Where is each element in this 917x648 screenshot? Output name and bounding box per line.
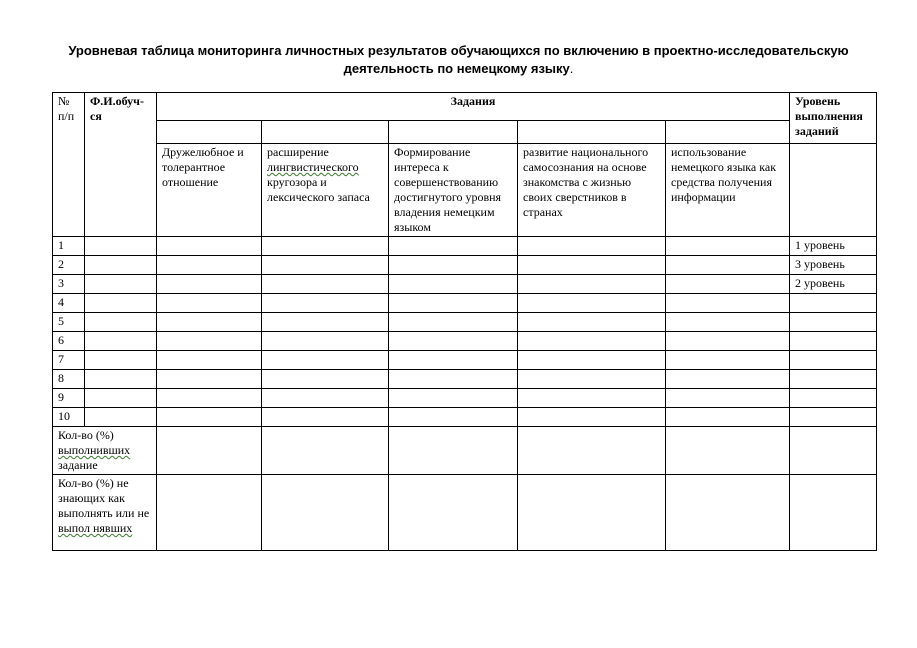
row-number: 4 [53, 294, 85, 313]
task-5-header: использование немецкого языка как средства получения информации [666, 144, 790, 237]
task-4-cell [518, 475, 666, 551]
tasks-header: Задания [157, 93, 790, 121]
level-cell [790, 475, 877, 551]
task-1-cell [157, 475, 262, 551]
task-3-cell [389, 427, 518, 475]
table-row [53, 389, 877, 408]
task-2-cell [262, 408, 389, 427]
task-2-cell [262, 256, 389, 275]
table-row [53, 370, 877, 389]
task-4-header: развитие национального самосознания на основе знакомства с жизнью своих сверстников в странах [518, 144, 666, 237]
task-4-cell [518, 332, 666, 351]
summary-completed-row [53, 427, 877, 475]
task-3-cell [389, 370, 518, 389]
table-row [53, 313, 877, 332]
level-cell: 2 уровень [790, 275, 877, 294]
task-1-cell [157, 389, 262, 408]
task-3-cell [389, 237, 518, 256]
level-cell [790, 294, 877, 313]
task-3-cell [389, 389, 518, 408]
task-1-header: Дружелюбное и толерантное отношение [157, 144, 262, 237]
task-1-cell [157, 427, 262, 475]
task-4-cell [518, 370, 666, 389]
task-5-cell [666, 475, 790, 551]
task-5-cell [666, 313, 790, 332]
student-name-cell [85, 408, 157, 427]
title-line-1: Уровневая таблица мониторинга личностных результатов обучающихся по включению в проектно-исследовательскую [68, 43, 849, 58]
task-4-cell [518, 275, 666, 294]
task-4-cell [518, 427, 666, 475]
number-header: № п/п [53, 93, 85, 237]
task-5-cell [666, 370, 790, 389]
task-2-cell [262, 475, 389, 551]
task-3-cell [389, 275, 518, 294]
task-2-header: расширение лингвистического кругозора и лексического запаса [262, 144, 389, 237]
student-name-cell [85, 294, 157, 313]
task-spacer-cell [262, 121, 389, 144]
task-5-cell [666, 275, 790, 294]
table-row [53, 237, 877, 256]
student-name-header: Ф.И.обуч-ся [85, 93, 157, 237]
task-3-header: Формирование интереса к совершенствованию достигнутого уровня владения немецким языком [389, 144, 518, 237]
summary-not-completed-row [53, 475, 877, 551]
table-row [53, 332, 877, 351]
task-4-cell [518, 313, 666, 332]
task-1-cell [157, 313, 262, 332]
task-2-cell [262, 389, 389, 408]
task-4-cell [518, 351, 666, 370]
task-1-cell [157, 275, 262, 294]
row-number: 7 [53, 351, 85, 370]
table-row [53, 294, 877, 313]
task-2-cell [262, 370, 389, 389]
row-number: 2 [53, 256, 85, 275]
table-row [53, 256, 877, 275]
student-name-cell [85, 237, 157, 256]
row-number: 3 [53, 275, 85, 294]
task-4-cell [518, 256, 666, 275]
row-number: 6 [53, 332, 85, 351]
task-2-cell [262, 313, 389, 332]
task-3-cell [389, 475, 518, 551]
monitoring-table [52, 92, 877, 551]
student-name-cell [85, 256, 157, 275]
task-5-cell [666, 256, 790, 275]
student-name-cell [85, 351, 157, 370]
task-1-cell [157, 256, 262, 275]
task-2-cell [262, 237, 389, 256]
row-number: 10 [53, 408, 85, 427]
student-name-cell [85, 389, 157, 408]
level-cell [790, 427, 877, 475]
task-5-cell [666, 427, 790, 475]
task-3-cell [389, 332, 518, 351]
table-row [53, 408, 877, 427]
task-spacer-cell [389, 121, 518, 144]
task-1-cell [157, 370, 262, 389]
level-cell: 3 уровень [790, 256, 877, 275]
table-row [53, 351, 877, 370]
title-line-2: деятельность по немецкому языку. [343, 61, 574, 76]
task-spacer-cell [518, 121, 666, 144]
page-title [40, 42, 877, 78]
task-3-cell [389, 408, 518, 427]
task-1-cell [157, 294, 262, 313]
task-5-cell [666, 294, 790, 313]
task-2-cell [262, 427, 389, 475]
task-1-cell [157, 237, 262, 256]
task-4-cell [518, 408, 666, 427]
task-3-cell [389, 256, 518, 275]
task-1-cell [157, 332, 262, 351]
task-2-cell [262, 275, 389, 294]
task-1-cell [157, 408, 262, 427]
summary-not-completed-row-label: Кол-во (%) не знающих как выполнять или не выпол нявших [53, 475, 157, 551]
task-spacer-cell [157, 121, 262, 144]
task-5-cell [666, 351, 790, 370]
level-cell [790, 332, 877, 351]
task-1-cell [157, 351, 262, 370]
task-5-cell [666, 408, 790, 427]
level-cell [790, 370, 877, 389]
task-4-cell [518, 389, 666, 408]
level-cell [790, 408, 877, 427]
row-number: 8 [53, 370, 85, 389]
summary-completed-row-label: Кол-во (%) выполнивших задание [53, 427, 157, 475]
level-cell [790, 313, 877, 332]
level-header: Уровень выполнения заданий [790, 93, 877, 144]
student-name-cell [85, 370, 157, 389]
task-2-cell [262, 294, 389, 313]
task-4-cell [518, 237, 666, 256]
row-number: 9 [53, 389, 85, 408]
level-cell: 1 уровень [790, 237, 877, 256]
task-5-cell [666, 389, 790, 408]
task-2-cell [262, 332, 389, 351]
task-2-cell [262, 351, 389, 370]
student-name-cell [85, 275, 157, 294]
task-3-cell [389, 351, 518, 370]
row-number: 5 [53, 313, 85, 332]
task-4-cell [518, 294, 666, 313]
student-name-cell [85, 313, 157, 332]
row-number: 1 [53, 237, 85, 256]
task-3-cell [389, 294, 518, 313]
level-spacer-cell [790, 144, 877, 237]
student-name-cell [85, 332, 157, 351]
level-cell [790, 351, 877, 370]
task-5-cell [666, 332, 790, 351]
task-5-cell [666, 237, 790, 256]
task-spacer-cell [666, 121, 790, 144]
table-row [53, 275, 877, 294]
level-cell [790, 389, 877, 408]
task-3-cell [389, 313, 518, 332]
